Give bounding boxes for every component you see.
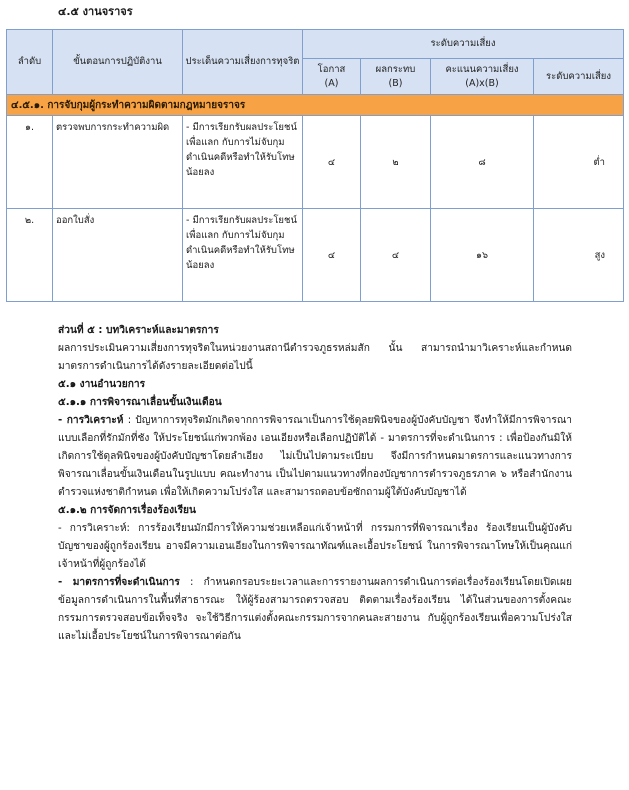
cell-opportunity: ๔: [303, 209, 361, 302]
cell-impact: ๒: [361, 116, 431, 209]
complaint-measures-label: - มาตรการที่จะดำเนินการ: [58, 577, 180, 588]
cell-issue: - มีการเรียกรับผลประโยชน์เพื่อแลก กับการไม่จับกุมดำเนินคดีหรือทำให้รับโทษน้อยลง: [183, 209, 303, 302]
subheading-salary: ๕.๑.๑ การพิจารณาเลื่อนขั้นเงินเดือน: [58, 397, 222, 408]
cell-no: ๑.: [7, 116, 53, 209]
salary-analysis: [58, 412, 572, 502]
header-issue: ประเด็นความเสี่ยงการทุจริต: [183, 30, 303, 95]
cell-level: ต่ำ: [534, 116, 624, 209]
cell-opportunity: ๔: [303, 116, 361, 209]
header-score-code: (A)x(B): [465, 77, 499, 89]
part5-intro: ผลการประเมินความเสี่ยงการทุจริตในหน่วยงานสถานีตำรวจภูธรหล่มสัก นั้น สามารถนำมาวิเคราะห์และกำหนด มาตรการดำเนินการได้ดังรายละเอียดต่อไปนี้: [58, 343, 572, 372]
part5-heading: ส่วนที่ ๕ : บทวิเคราะห์และมาตรการ: [58, 325, 219, 336]
cell-impact: ๔: [361, 209, 431, 302]
cell-step: ตรวจพบการกระทำความผิด: [53, 116, 183, 209]
table-group-row: ๔.๕.๑. การจับกุมผู้กระทำความผิดตามกฎหมายจราจร: [7, 95, 624, 116]
header-no: ลำดับ: [7, 30, 53, 95]
subheading-admin: ๕.๑ งานอำนวยการ: [58, 379, 146, 390]
complaint-analysis: - การวิเคราะห์: การร้องเรียนมักมีการให้ความช่วยเหลือแก่เจ้าหน้าที่ กรรมการที่พิจารณาเรื่อง ร้องเรียนเป็นผู้บังคับบัญชาของผู้ถูกร้องเรียน อาจมีความเอนเอียงในการพิจารณาทัณฑ์และเอื้อประโยชน์ ในการพิจารณาโทษให้เป็นคุณแก่เจ้าหน้าที่ผู้ถูกร้องได้: [58, 523, 572, 570]
table-row: [7, 116, 624, 209]
header-step: ขั้นตอนการปฏิบัติงาน: [53, 30, 183, 95]
header-opportunity-code: (A): [324, 77, 339, 89]
header-opportunity: [303, 59, 361, 95]
cell-no: ๒.: [7, 209, 53, 302]
subheading-complaints: ๕.๑.๒ การจัดการเรื่องร้องเรียน: [58, 505, 196, 516]
header-opportunity-label: โอกาส: [317, 63, 346, 75]
salary-analysis-text: : ปัญหาการทุจริตมักเกิดจากการพิจารณาเป็นการใช้ดุลยพินิจของผู้บังคับบัญชา จึงทำให้มีการพิจารณาแบบเลือกที่รักมักที่ชัง ให้ประโยชน์แก่พวกพ้อง เอนเอียงหรือเลือกปฏิบัติได้ - มาตรการที่จะดำเนินการ : เพื่อป้องกันมิให้เกิดการใช้ดุลพินิจของผู้บังคับบัญชาโดยลำเอียง ไม่เป็นไปตามระเบียบ จึงมีการกำหนดมาตรการและแนวทางการพิจารณาเลื่อนขั้นเงินเดือนในรูปแบบ คณะทำงาน เป็นไปตามแนวทางที่กองบัญชาการตำรวจภูธรภาค ๖ หรือสำนักงานตำรวจแห่งชาติกำหนด เพื่อให้เกิดความโปร่งใส และสามารถตอบข้อซักถามผู้ใต้บังคับบัญชาได้: [58, 415, 572, 498]
cell-level: สูง: [534, 209, 624, 302]
section-title: ๔.๕ งานจราจร: [58, 5, 133, 18]
cell-step: ออกใบสั่ง: [53, 209, 183, 302]
cell-score: ๘: [431, 116, 534, 209]
risk-assessment-table: [6, 29, 624, 302]
header-score: [431, 59, 534, 95]
header-impact: [361, 59, 431, 95]
table-row: [7, 209, 624, 302]
cell-score: ๑๖: [431, 209, 534, 302]
complaint-measures: [58, 574, 572, 646]
header-risk-level-group: ระดับความเสี่ยง: [303, 30, 624, 59]
header-impact-code: (B): [388, 77, 403, 89]
header-score-label: คะแนนความเสี่ยง: [445, 63, 519, 75]
header-impact-label: ผลกระทบ: [375, 63, 416, 75]
cell-issue: - มีการเรียกรับผลประโยชน์เพื่อแลก กับการไม่จับกุมดำเนินคดีหรือทำให้รับโทษน้อยลง: [183, 116, 303, 209]
header-level: ระดับความเสี่ยง: [534, 59, 624, 95]
analysis-section: [58, 322, 572, 646]
complaint-measures-text: : กำหนดกรอบระยะเวลาและการรายงานผลการดำเนินการต่อเรื่องร้องเรียนโดยเปิดเผยข้อมูลการดำเนินการในพื้นที่สาธารณะ ให้ผู้ร้องสามารถตรวจสอบ ติดตามเรื่องร้องเรียน ได้ในส่วนของการตั้งคณะกรรมการตรวจสอบข้อเท็จจริง จะใช้วิธีการแต่งตั้งคณะกรรมการจากคนละสายงาน กับผู้ถูกร้องเรียนเพื่อความโปร่งใสและไม่เอื้อประโยชน์ในการพิจารณาต่อกัน: [58, 577, 572, 642]
salary-analysis-label: - การวิเคราะห์: [58, 415, 124, 426]
